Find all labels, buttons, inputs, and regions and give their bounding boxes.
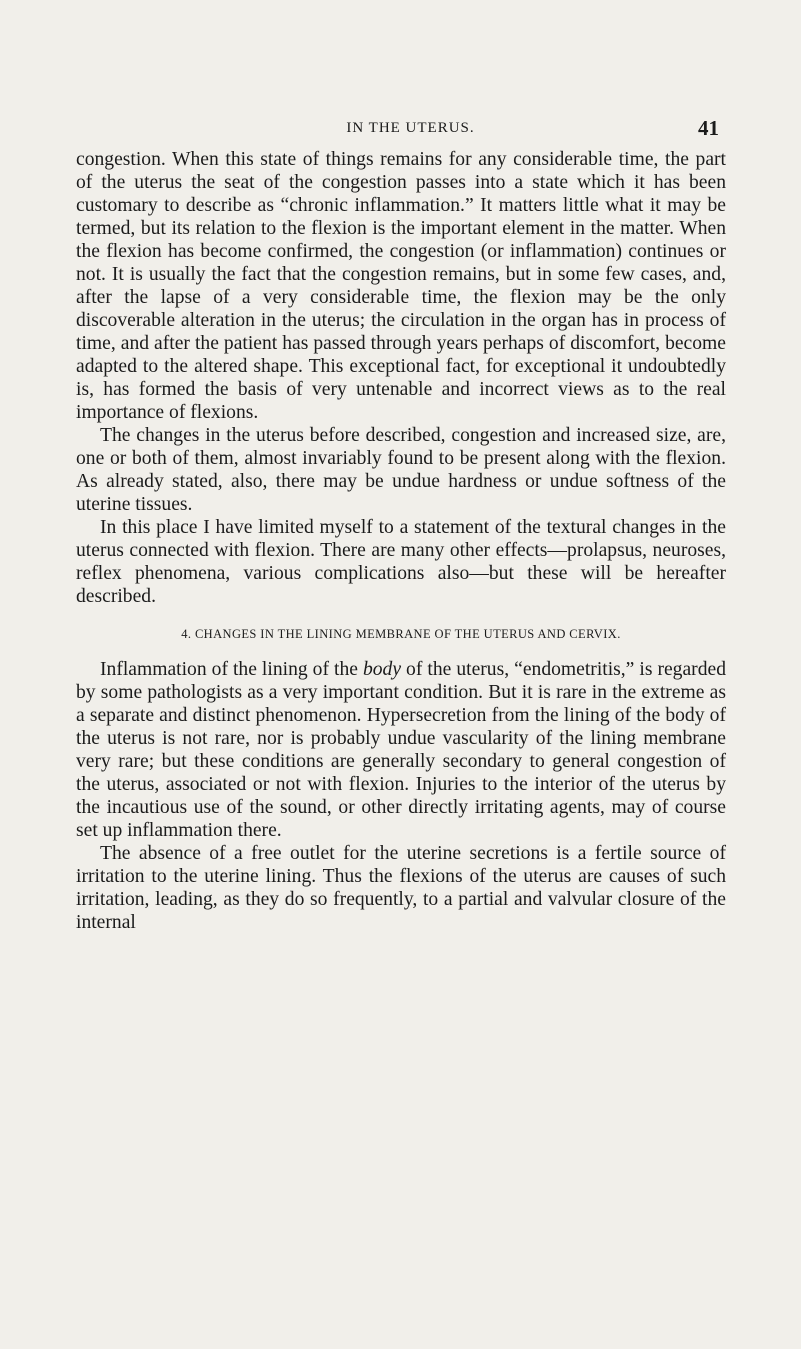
section-heading: 4. CHANGES IN THE LINING MEMBRANE OF THE UTERUS AND CERVIX. [181, 627, 621, 641]
paragraph-changes: The changes in the uterus before described, congestion and increased size, are, one or both of them, almost invariably found to be present along with the flexion. As already stated, also, there may be undue hardness or undue softness of the uterine tissues. [76, 425, 726, 515]
paragraph-endometritis [76, 658, 726, 842]
paragraph-textural-changes: In this place I have limited myself to a statement of the textural changes in the uterus connected with flexion. There are many other effects—prolapsus, neuroses, reflex phenomena, various complications also—but these will be hereafter described. [76, 517, 726, 607]
running-head [0, 116, 801, 140]
endometritis-text-start: Inflammation of the lining of the [100, 659, 363, 680]
running-title: IN THE UTERUS. [346, 120, 475, 136]
paragraph-continuation: congestion. When this state of things remains for any considerable time, the part of the uterus the seat of the congestion passes into a state which it has been customary to describe as “chronic inflammation.” It matters little what it may be termed, but its relation to the flexion is the important element in the matter. When the flexion has become confirmed, the congestion (or inflammation) continues or not. It is usually the fact that the congestion remains, but in some few cases, and, after the lapse of a very considerable time, the flexion may be the only discoverable alteration in the uterus; the circulation in the organ has in process of time, and after the patient has passed through years perhaps of discomfort, become adapted to the altered shape. This exceptional fact, for exceptional it undoubtedly is, has formed the basis of very untenable and incorrect views as to the real importance of flexions. [76, 149, 726, 423]
endometritis-text-rest: of the uterus, “endometritis,” is regarded by some pathologists as a very important condition. But it is rare in the extreme as a separate and distinct phenomenon. Hypersecretion from the lining of the body of the uterus is not rare, nor is probably undue vascularity of the lining membrane very rare; but these conditions are generally secondary to general congestion of the uterus, associated or not with flexion. Injuries to the interior of the uterus by the incautious use of the sound, or other directly irritating agents, may of course set up inflammation there. [76, 659, 726, 841]
italic-body: body [362, 659, 402, 680]
paragraph-secretions: The absence of a free outlet for the uterine secretions is a fertile source of irritation to the uterine lining. Thus the flexions of the uterus are causes of such irritation, leading, as they do so frequently, to a partial and valvular closure of the internal [76, 843, 726, 933]
page-number: 41 [698, 116, 719, 140]
body-text [76, 148, 726, 934]
